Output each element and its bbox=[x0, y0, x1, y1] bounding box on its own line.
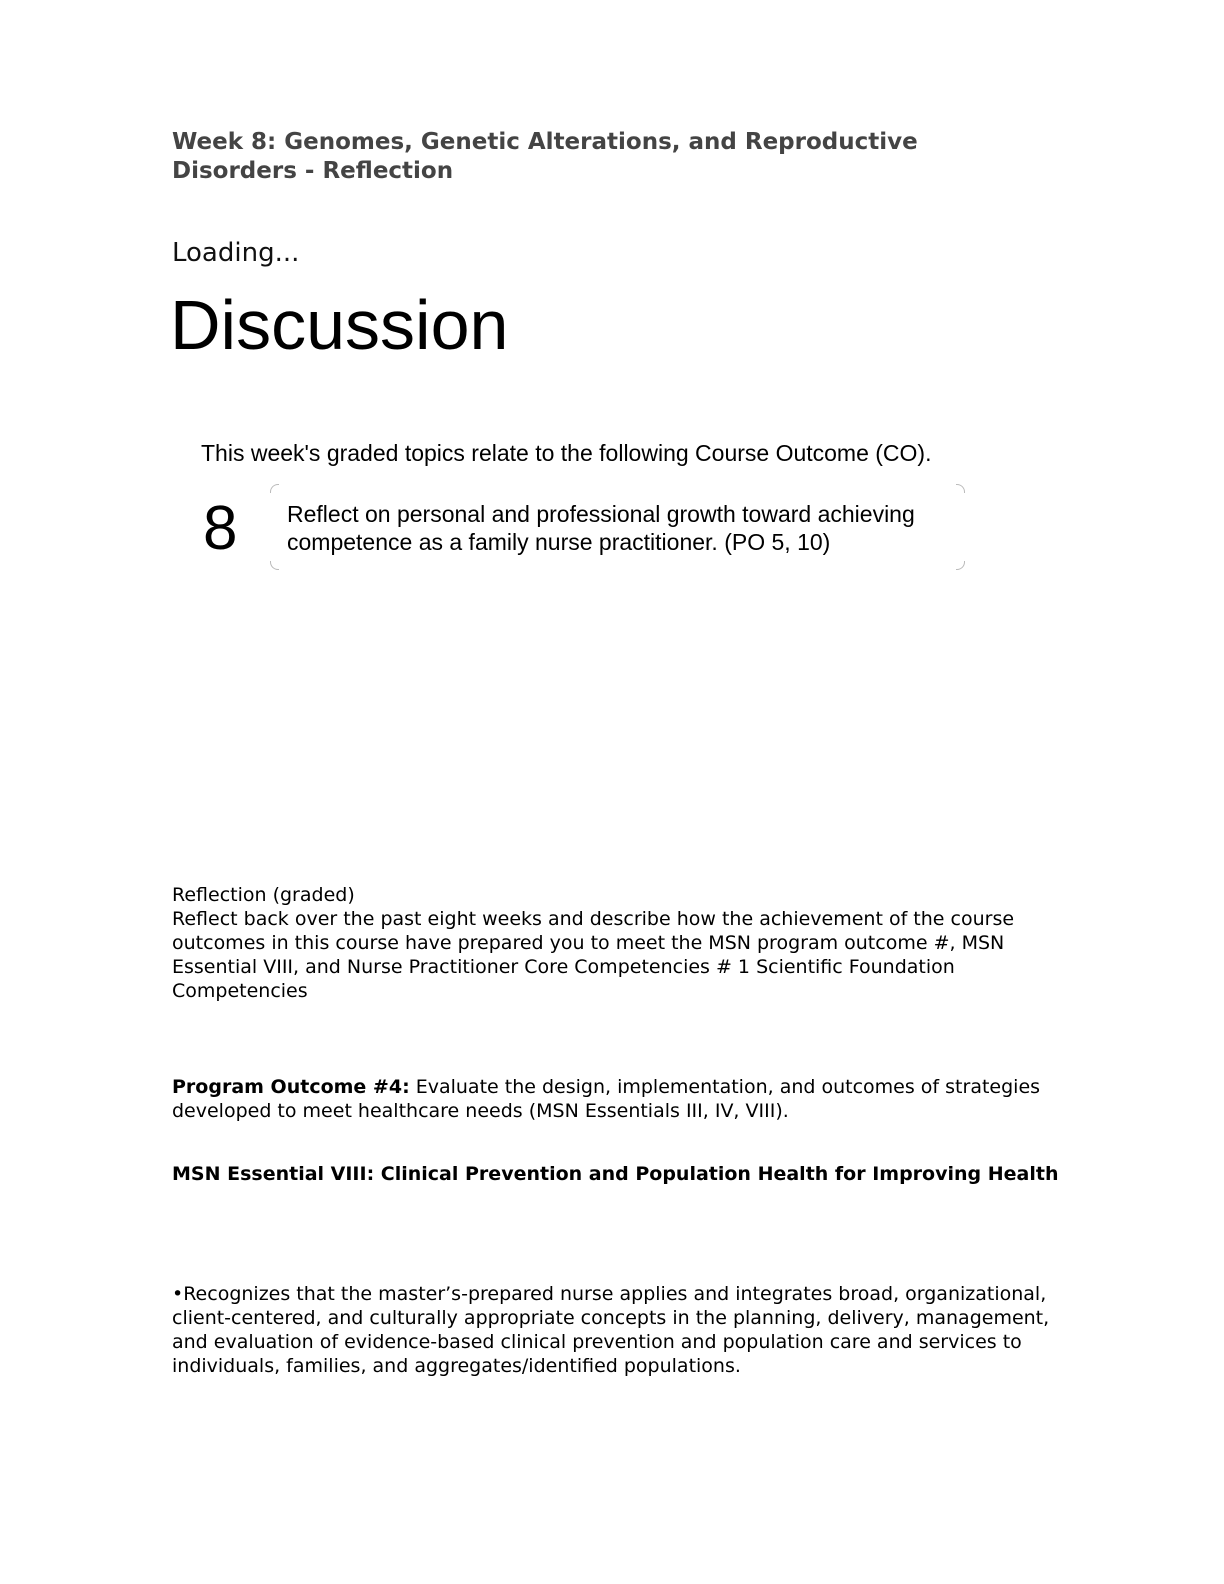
page-title: Week 8: Genomes, Genetic Alterations, and Reproductive Disorders - Reflection bbox=[172, 129, 918, 184]
course-outcome-number: 8 bbox=[203, 494, 238, 563]
reflection-label: Reflection (graded) bbox=[172, 884, 355, 906]
box-corner bbox=[270, 561, 279, 570]
course-outcome-text: Reflect on personal and professional growth toward achieving competence as a family nurse practitioner. (PO 5, 10) bbox=[287, 501, 915, 555]
reflection-prompt: Reflect back over the past eight weeks and describe how the achievement of the course outcomes in this course have prepared you to meet the MSN program outcome #, MSN Essential VIII, and Nurse Practitioner Core Competencies # 1 Scientific Foundation Competencies bbox=[172, 908, 1015, 1002]
loading-indicator: Loading... bbox=[172, 238, 300, 268]
essential-bullet: •Recognizes that the master’s-prepared nurse applies and integrates broad, organizational, client-centered, and culturally appropriate concepts in the planning, delivery, management, and evaluation of evidence-based clinical prevention and population care and services to individuals, families, and aggregates/identified populations. bbox=[172, 1283, 1050, 1377]
program-outcome-label: Program Outcome #4: bbox=[172, 1076, 410, 1098]
course-outcome-intro: This week's graded topics relate to the following Course Outcome (CO). bbox=[201, 440, 932, 466]
program-outcome bbox=[172, 1075, 1072, 1123]
reflection-section bbox=[172, 883, 1072, 1003]
box-corner bbox=[270, 484, 279, 493]
discussion-heading: Discussion bbox=[170, 286, 509, 364]
essential-heading: MSN Essential VIII: Clinical Prevention and Population Health for Improving Health bbox=[172, 1163, 1059, 1185]
course-outcome-box bbox=[270, 484, 965, 570]
program-outcome-text: Evaluate the design, implementation, and outcomes of strategies developed to meet healthcare needs (MSN Essentials III, IV, VIII). bbox=[172, 1076, 1041, 1122]
box-corner bbox=[956, 561, 965, 570]
box-corner bbox=[956, 484, 965, 493]
